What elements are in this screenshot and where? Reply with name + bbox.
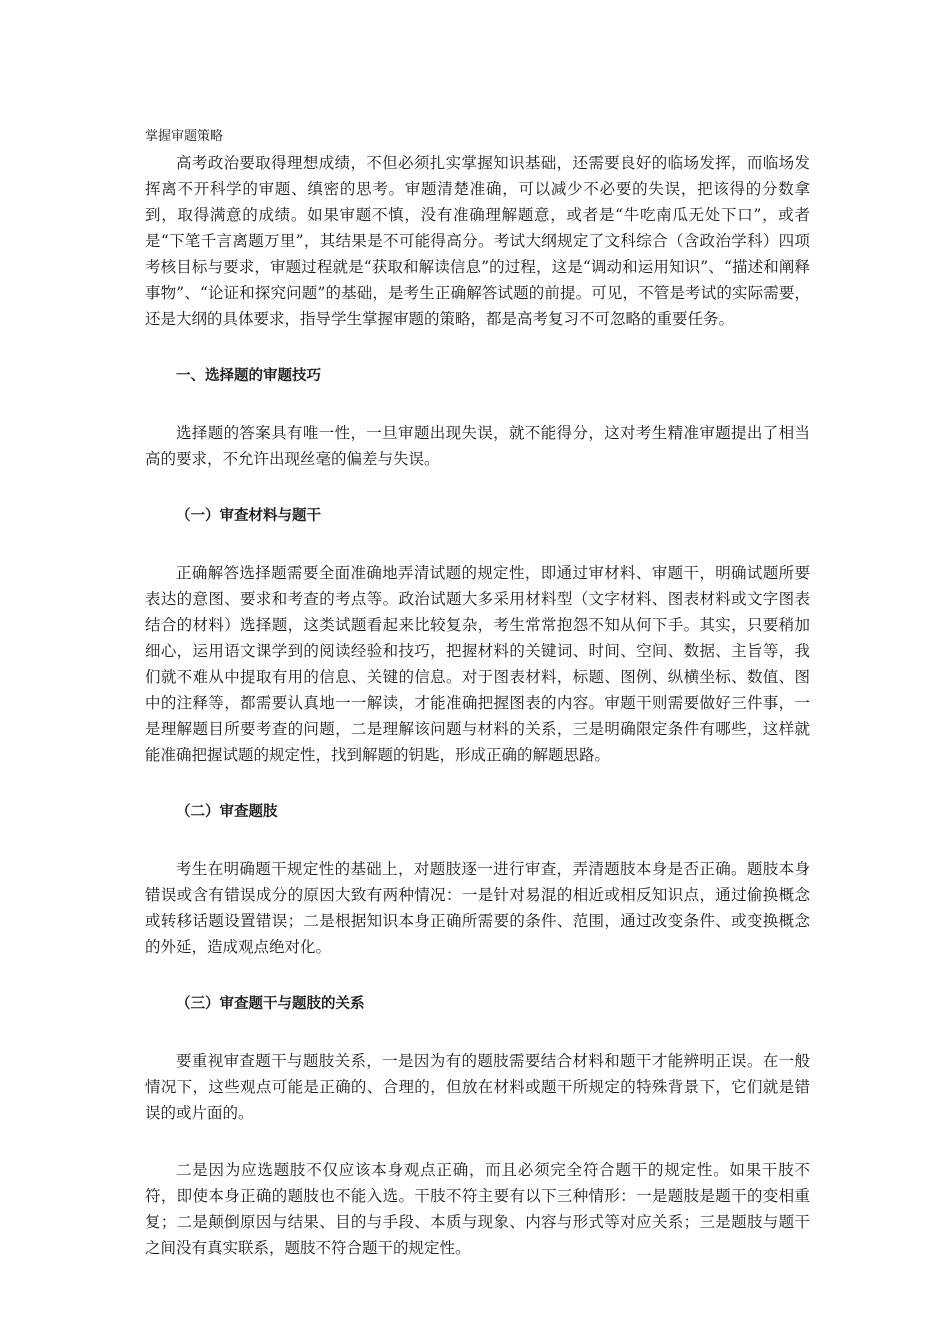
spacer	[145, 768, 810, 799]
section-heading-1: 一、选择题的审题技巧	[176, 368, 321, 384]
spacer	[145, 529, 810, 560]
document-page	[145, 128, 810, 1261]
spacer	[145, 332, 810, 363]
spacer	[145, 472, 810, 503]
subsection-heading-1: （一）审查材料与题干	[176, 508, 321, 524]
spacer	[145, 960, 810, 991]
spacer	[145, 825, 810, 856]
subsection-2-paragraph: 考生在明确题干规定性的基础上，对题肢逐一进行审查，弄清题肢本身是否正确。题肢本身错误或含有错误成分的原因大致有两种情况：一是针对易混的相近或相反知识点，通过偷换概念或转移话题设置错误；二是根据知识本身正确所需要的条件、范围，通过改变条件、或变换概念的外延，造成观点绝对化。	[145, 860, 810, 956]
document-title: 掌握审题策略	[145, 129, 224, 144]
subsection-heading-3: （三）审查题干与题肢的关系	[176, 996, 365, 1012]
spacer	[145, 389, 810, 420]
subsection-3-paragraph-2: 二是因为应选题肢不仅应该本身观点正确，而且必须完全符合题干的规定性。如果干肢不符，即使本身正确的题肢也不能入选。干肢不符主要有以下三种情形：一是题肢是题干的变相重复；二是颠倒原因与结果、目的与手段、本质与现象、内容与形式等对应关系；三是题肢与题干之间没有真实联系，题肢不符合题干的规定性。	[145, 1161, 810, 1257]
subsection-heading-2: （二）审查题肢	[176, 804, 278, 820]
spacer	[145, 1017, 810, 1048]
intro-paragraph: 高考政治要取得理想成绩，不但必须扎实掌握知识基础，还需要良好的临场发挥，而临场发挥离不开科学的审题、缜密的思考。审题清楚准确，可以减少不必要的失误，把该得的分数拿到，取得满意的成绩。如果审题不慎，没有准确理解题意，或者是“牛吃南瓜无处下口”，或者是“下笔千言离题万里”，其结果是不可能得高分。考试大纲规定了文科综合（含政治学科）四项考核目标与要求，审题过程就是“获取和解读信息”的过程，这是“调动和运用知识”、“描述和阐释事物”、“论证和探究问题”的基础，是考生正确解答试题的前提。可见，不管是考试的实际需要，还是大纲的具体要求，指导学生掌握审题的策略，都是高考复习不可忽略的重要任务。	[145, 154, 810, 328]
section-1-paragraph: 选择题的答案具有唯一性，一旦审题出现失误，就不能得分，这对考生精准审题提出了相当高的要求，不允许出现丝毫的偏差与失误。	[145, 424, 810, 468]
spacer	[145, 1126, 810, 1157]
subsection-3-paragraph-1: 要重视审查题干与题肢关系，一是因为有的题肢需要结合材料和题干才能辨明正误。在一般情况下，这些观点可能是正确的、合理的，但放在材料或题干所规定的特殊背景下，它们就是错误的或片面的。	[145, 1052, 810, 1122]
subsection-1-paragraph: 正确解答选择题需要全面准确地弄清试题的规定性，即通过审材料、审题干，明确试题所要表达的意图、要求和考查的考点等。政治试题大多采用材料型（文字材料、图表材料或文字图表结合的材料）选择题，这类试题看起来比较复杂，考生常常抱怨不知从何下手。其实，只要稍加细心，运用语文课学到的阅读经验和技巧，把握材料的关键词、时间、空间、数据、主旨等，我们就不难从中提取有用的信息、关键的信息。对于图表材料，标题、图例、纵横坐标、数值、图中的注释等，都需要认真地一一解读，才能准确把握图表的内容。审题干则需要做好三件事，一是理解题目所要考查的问题，二是理解该问题与材料的关系，三是明确限定条件有哪些，这样就能准确把握试题的规定性，找到解题的钥匙，形成正确的解题思路。	[145, 564, 810, 764]
